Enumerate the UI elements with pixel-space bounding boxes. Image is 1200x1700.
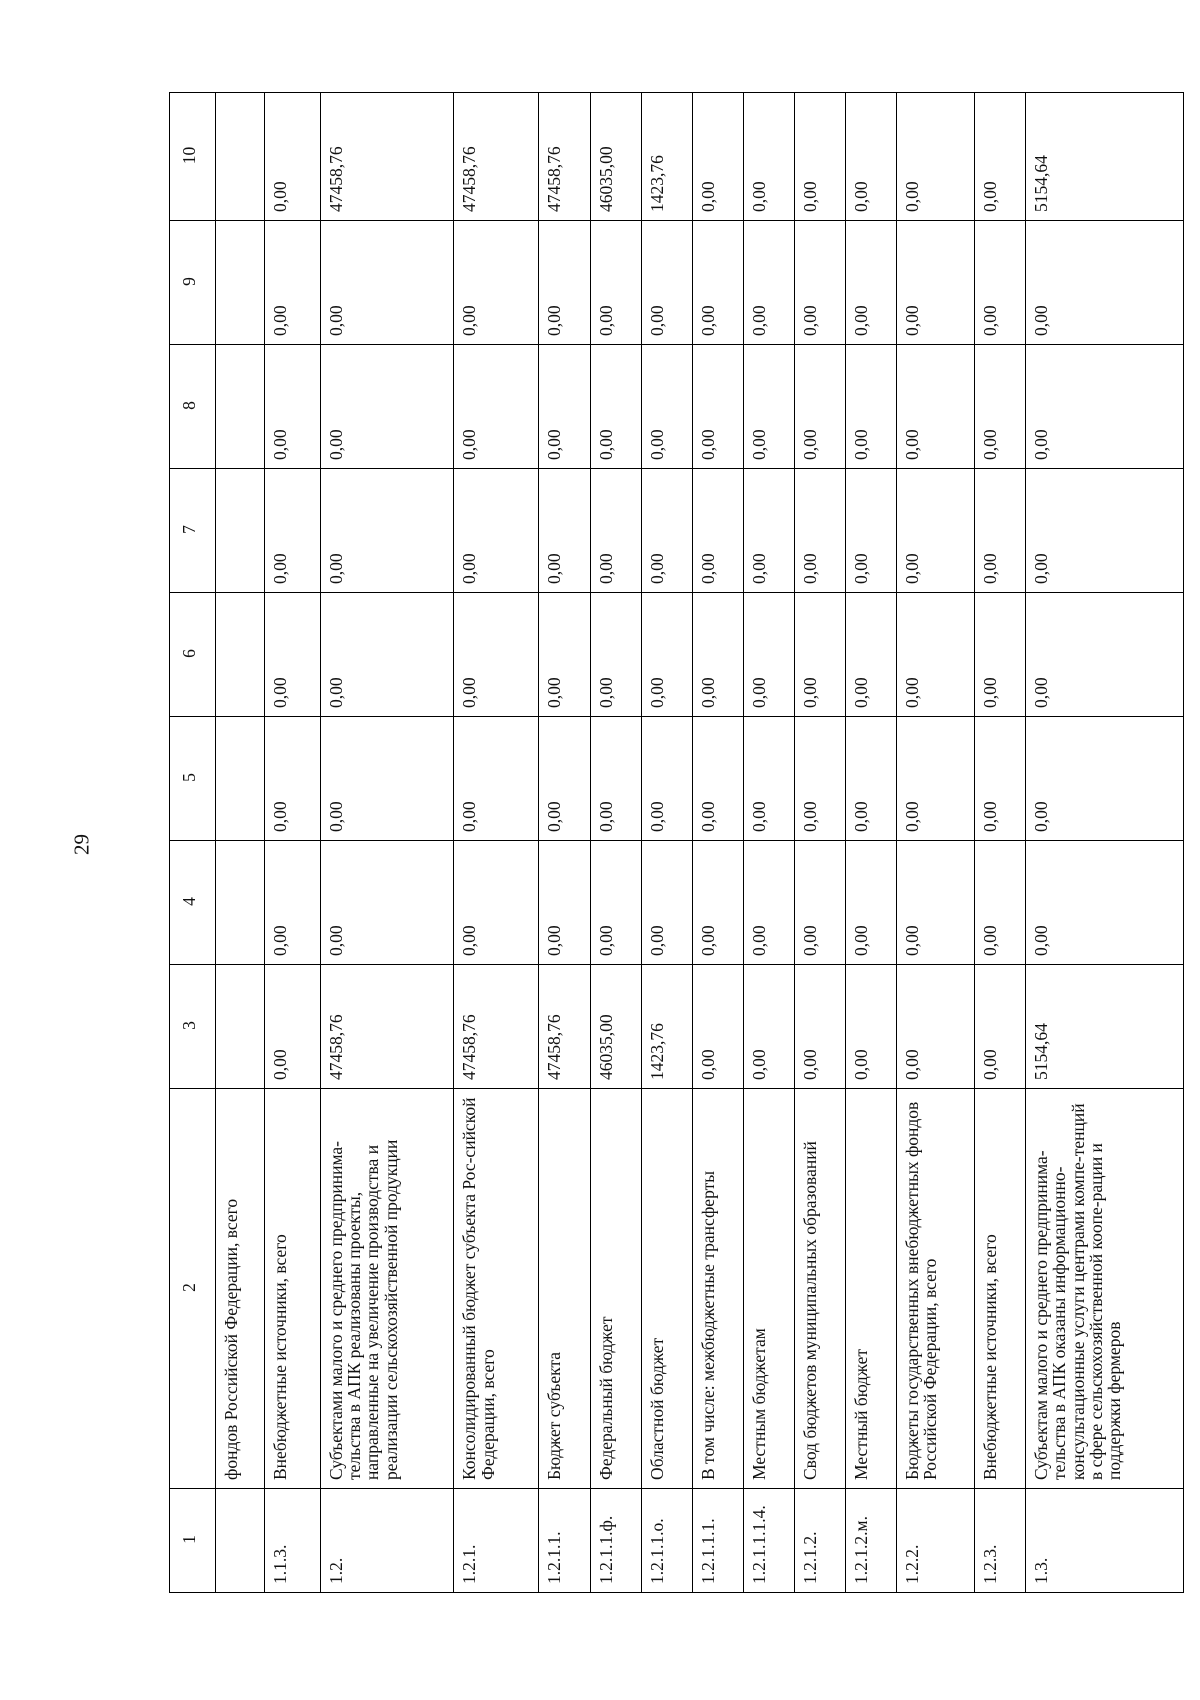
value-cell: 0,00: [590, 593, 641, 717]
column-header: 9: [170, 221, 216, 345]
row-name: Областной бюджет: [641, 1089, 692, 1489]
value-cell: [216, 965, 265, 1089]
value-cell: 0,00: [454, 469, 539, 593]
value-cell: 0,00: [896, 717, 974, 841]
value-cell: 0,00: [641, 469, 692, 593]
value-cell: 0,00: [845, 221, 896, 345]
value-cell: [216, 593, 265, 717]
value-cell: 0,00: [692, 469, 743, 593]
table-row: [743, 93, 794, 1593]
value-cell: 47458,76: [539, 965, 590, 1089]
value-cell: 0,00: [974, 469, 1025, 593]
row-code: 1.2.1.2.м.: [845, 1489, 896, 1593]
value-cell: 0,00: [454, 593, 539, 717]
value-cell: 0,00: [539, 841, 590, 965]
column-header: 4: [170, 841, 216, 965]
value-cell: 0,00: [264, 965, 320, 1089]
value-cell: 47458,76: [454, 965, 539, 1089]
value-cell: 0,00: [896, 593, 974, 717]
value-cell: 0,00: [641, 345, 692, 469]
value-cell: 0,00: [896, 345, 974, 469]
value-cell: 0,00: [692, 717, 743, 841]
value-cell: 0,00: [320, 221, 454, 345]
table-body: [216, 93, 1184, 1593]
value-cell: 0,00: [641, 221, 692, 345]
row-name: Субъектами малого и среднего предпринима-тельства в АПК реализованы проекты, направленные на увеличение производства и реализации сельскохозяйственной продукции: [320, 1089, 454, 1489]
value-cell: 0,00: [974, 841, 1025, 965]
column-header: 7: [170, 469, 216, 593]
row-code: 1.2.1.2.: [794, 1489, 845, 1593]
value-cell: 1423,76: [641, 93, 692, 221]
value-cell: 0,00: [692, 841, 743, 965]
value-cell: 0,00: [454, 717, 539, 841]
row-name: Свод бюджетов муниципальных образований: [794, 1089, 845, 1489]
column-header: 5: [170, 717, 216, 841]
table-row: [896, 93, 974, 1593]
row-name: Бюджеты государственных внебюджетных фондов Российской Федерации, всего: [896, 1089, 974, 1489]
value-cell: 0,00: [794, 841, 845, 965]
value-cell: 0,00: [743, 965, 794, 1089]
value-cell: [216, 93, 265, 221]
row-code: 1.2.1.1.1.: [692, 1489, 743, 1593]
column-header: 1: [170, 1489, 216, 1593]
row-code: 1.1.3.: [264, 1489, 320, 1593]
row-name: фондов Российской Федерации, всего: [216, 1089, 265, 1489]
table-row: [320, 93, 454, 1593]
value-cell: 0,00: [743, 841, 794, 965]
table-row: [264, 93, 320, 1593]
value-cell: 0,00: [794, 965, 845, 1089]
value-cell: 0,00: [692, 221, 743, 345]
value-cell: 0,00: [264, 221, 320, 345]
row-name: Внебюджетные источники, всего: [264, 1089, 320, 1489]
value-cell: 0,00: [641, 717, 692, 841]
value-cell: 0,00: [896, 469, 974, 593]
row-code: 1.2.1.1.ф.: [590, 1489, 641, 1593]
value-cell: 0,00: [264, 345, 320, 469]
value-cell: 0,00: [896, 965, 974, 1089]
row-name: Бюджет субъекта: [539, 1089, 590, 1489]
budget-table: [169, 92, 1184, 1593]
table-row: [794, 93, 845, 1593]
row-name: Внебюджетные источники, всего: [974, 1089, 1025, 1489]
value-cell: 0,00: [539, 469, 590, 593]
row-name: Консолидированный бюджет субъекта Рос-сийской Федерации, всего: [454, 1089, 539, 1489]
value-cell: 0,00: [896, 221, 974, 345]
value-cell: 1423,76: [641, 965, 692, 1089]
value-cell: 0,00: [539, 345, 590, 469]
value-cell: 0,00: [845, 93, 896, 221]
value-cell: 0,00: [794, 469, 845, 593]
row-code: [216, 1489, 265, 1593]
value-cell: [216, 221, 265, 345]
value-cell: 0,00: [974, 965, 1025, 1089]
value-cell: [216, 469, 265, 593]
column-header: 6: [170, 593, 216, 717]
value-cell: 0,00: [539, 717, 590, 841]
value-cell: 0,00: [454, 345, 539, 469]
value-cell: 0,00: [454, 221, 539, 345]
row-code: 1.2.2.: [896, 1489, 974, 1593]
row-name: В том числе: межбюджетные трансферты: [692, 1089, 743, 1489]
value-cell: 0,00: [974, 93, 1025, 221]
value-cell: 46035,00: [590, 93, 641, 221]
value-cell: 0,00: [794, 345, 845, 469]
value-cell: 0,00: [692, 965, 743, 1089]
row-name: Федеральный бюджет: [590, 1089, 641, 1489]
value-cell: 47458,76: [320, 965, 454, 1089]
row-code: 1.2.1.1.1.4.: [743, 1489, 794, 1593]
value-cell: 0,00: [264, 717, 320, 841]
column-header: 8: [170, 345, 216, 469]
value-cell: [216, 345, 265, 469]
value-cell: 46035,00: [590, 965, 641, 1089]
value-cell: 0,00: [590, 221, 641, 345]
value-cell: 0,00: [845, 593, 896, 717]
value-cell: 0,00: [641, 593, 692, 717]
value-cell: 0,00: [320, 469, 454, 593]
column-header: 3: [170, 965, 216, 1089]
table-row: [974, 93, 1025, 1593]
value-cell: 0,00: [794, 221, 845, 345]
value-cell: 47458,76: [539, 93, 590, 221]
value-cell: 0,00: [743, 345, 794, 469]
value-cell: 0,00: [845, 965, 896, 1089]
value-cell: 0,00: [794, 593, 845, 717]
value-cell: 0,00: [539, 221, 590, 345]
value-cell: 0,00: [264, 469, 320, 593]
row-code: 1.2.3.: [974, 1489, 1025, 1593]
value-cell: [216, 841, 265, 965]
value-cell: 0,00: [845, 841, 896, 965]
table-row: [641, 93, 692, 1593]
value-cell: 0,00: [590, 717, 641, 841]
value-cell: 0,00: [794, 93, 845, 221]
value-cell: 0,00: [320, 841, 454, 965]
value-cell: 0,00: [1025, 345, 1183, 469]
value-cell: 0,00: [590, 469, 641, 593]
value-cell: 0,00: [974, 221, 1025, 345]
value-cell: 0,00: [264, 841, 320, 965]
value-cell: 0,00: [743, 221, 794, 345]
table-container: [169, 93, 1184, 1593]
table-row: [216, 93, 265, 1593]
value-cell: 0,00: [1025, 841, 1183, 965]
table-row: [454, 93, 539, 1593]
value-cell: 0,00: [845, 717, 896, 841]
value-cell: 0,00: [974, 717, 1025, 841]
value-cell: 0,00: [1025, 593, 1183, 717]
value-cell: 47458,76: [454, 93, 539, 221]
value-cell: 5154,64: [1025, 965, 1183, 1089]
header-row: [170, 93, 216, 1593]
value-cell: 47458,76: [320, 93, 454, 221]
value-cell: 0,00: [320, 345, 454, 469]
row-code: 1.3.: [1025, 1489, 1183, 1593]
value-cell: 0,00: [590, 841, 641, 965]
value-cell: 0,00: [743, 469, 794, 593]
value-cell: 0,00: [264, 593, 320, 717]
column-header: 10: [170, 93, 216, 221]
row-name: Субъектам малого и среднего предпринима-тельства в АПК оказаны информационно-консультационные услуги центрами компе-тенций в сфере сельскохозяйственной коопе-рации и поддержки фермеров: [1025, 1089, 1183, 1489]
row-code: 1.2.: [320, 1489, 454, 1593]
value-cell: 0,00: [974, 345, 1025, 469]
value-cell: 0,00: [974, 593, 1025, 717]
table-row: [845, 93, 896, 1593]
row-name: Местным бюджетам: [743, 1089, 794, 1489]
value-cell: 0,00: [896, 93, 974, 221]
value-cell: 0,00: [743, 717, 794, 841]
value-cell: 0,00: [1025, 221, 1183, 345]
value-cell: 0,00: [743, 93, 794, 221]
value-cell: 0,00: [692, 93, 743, 221]
row-code: 1.2.1.1.: [539, 1489, 590, 1593]
row-name: Местный бюджет: [845, 1089, 896, 1489]
value-cell: 0,00: [1025, 717, 1183, 841]
table-row: [1025, 93, 1183, 1593]
column-header: 2: [170, 1089, 216, 1489]
value-cell: 0,00: [454, 841, 539, 965]
value-cell: 0,00: [264, 93, 320, 221]
value-cell: 0,00: [320, 593, 454, 717]
value-cell: 0,00: [539, 593, 590, 717]
value-cell: 0,00: [641, 841, 692, 965]
table-row: [539, 93, 590, 1593]
value-cell: 0,00: [845, 469, 896, 593]
value-cell: 0,00: [794, 717, 845, 841]
value-cell: 0,00: [896, 841, 974, 965]
value-cell: [216, 717, 265, 841]
table-row: [692, 93, 743, 1593]
value-cell: 0,00: [743, 593, 794, 717]
row-code: 1.2.1.: [454, 1489, 539, 1593]
value-cell: 0,00: [590, 345, 641, 469]
page-number: 29: [69, 834, 94, 855]
value-cell: 5154,64: [1025, 93, 1183, 221]
value-cell: 0,00: [692, 345, 743, 469]
value-cell: 0,00: [692, 593, 743, 717]
value-cell: 0,00: [845, 345, 896, 469]
value-cell: 0,00: [1025, 469, 1183, 593]
table-row: [590, 93, 641, 1593]
row-code: 1.2.1.1.о.: [641, 1489, 692, 1593]
value-cell: 0,00: [320, 717, 454, 841]
